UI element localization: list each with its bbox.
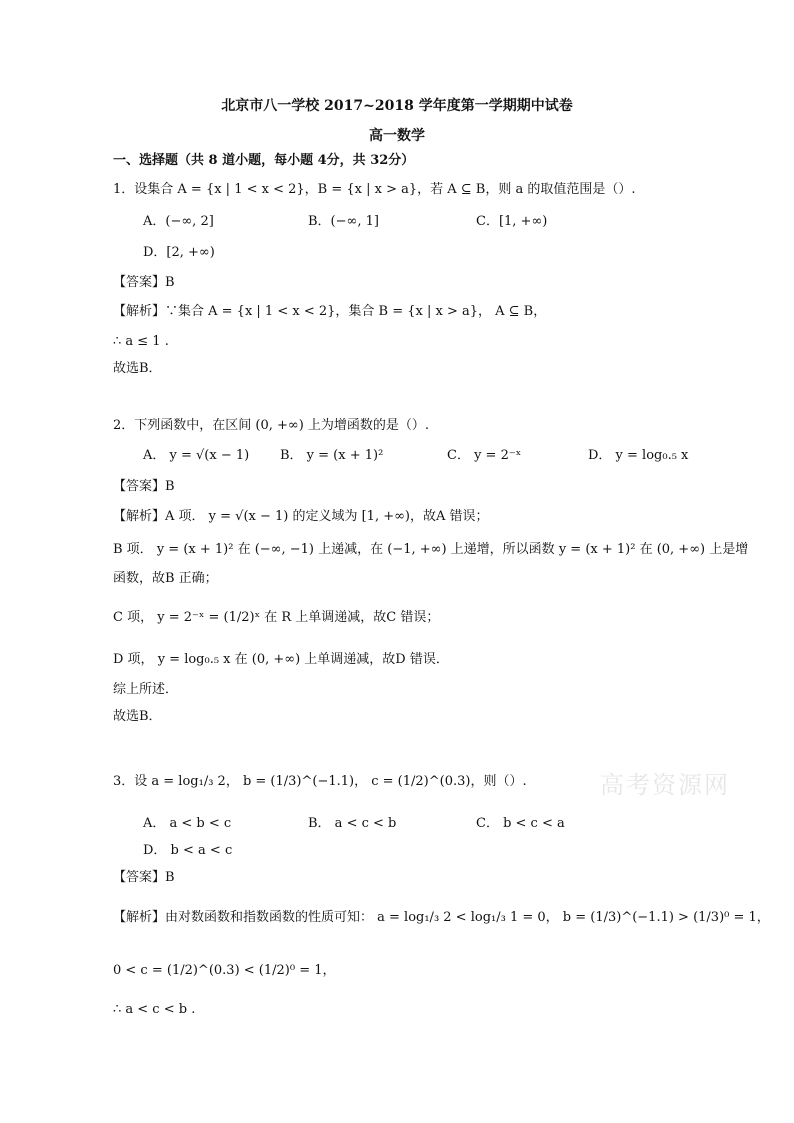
question-1-option-c: C．[1, +∞) <box>476 214 548 229</box>
question-1-answer: 【答案】B <box>113 275 175 290</box>
question-2-stem: 2．下列函数中，在区间 (0, +∞) 上为增函数的是（）. <box>113 418 430 433</box>
question-1-stem: 1．设集合 A = {x | 1 < x < 2}，B = {x | x > a}，若 A ⊆ B，则 a 的取值范围是（）. <box>113 182 636 197</box>
question-2-analysis: 【解析】A 项． y = √(x − 1) 的定义域为 [1, +∞)，故A 错误； <box>113 509 489 524</box>
question-3-option-b: B． a < c < b <box>308 816 397 831</box>
question-2-analysis: 故选B． <box>113 709 162 724</box>
watermark: 高考资源网 <box>600 771 730 799</box>
question-2-option-c: C． y = 2⁻ˣ <box>447 448 522 463</box>
question-3-analysis: 0 < c = (1/2)^(0.3) < (1/2)⁰ = 1， <box>113 963 336 978</box>
section-heading: 一、选择题（共 8 道小题，每小题 4分，共 32分） <box>113 153 415 168</box>
question-2-answer: 【答案】B <box>113 479 175 494</box>
question-3-analysis: ∴ a < c < b . <box>113 1002 196 1017</box>
question-1-analysis: 【解析】∵集合 A = {x | 1 < x < 2}，集合 B = {x | x > a}， A ⊆ B， <box>113 304 547 319</box>
question-2-option-b: B． y = (x + 1)² <box>280 448 384 463</box>
question-1-analysis: 故选B． <box>113 361 162 376</box>
question-1-option-b: B．(−∞, 1] <box>308 214 379 229</box>
question-2-analysis: B 项． y = (x + 1)² 在 (−∞, −1) 上递减，在 (−1, +∞) 上递增，所以函数 y = (x + 1)² 在 (0, +∞) 上是增 <box>113 542 749 557</box>
question-3-analysis: 【解析】由对数函数和指数函数的性质可知： a = log₁/₃ 2 < log₁/₃ 1 = 0， b = (1/3)^(−1.1) > (1/3)⁰ = 1， <box>113 910 770 925</box>
question-2-option-d: D． y = log₀.₅ x <box>588 448 689 463</box>
question-1-option-a: A．(−∞, 2] <box>143 214 214 229</box>
question-3-stem: 3．设 a = log₁/₃ 2， b = (1/3)^(−1.1)， c = (1/2)^(0.3)，则（）. <box>113 774 527 789</box>
question-2-analysis: 函数，故B 正确； <box>113 571 218 586</box>
question-3-option-c: C． b < c < a <box>476 816 565 831</box>
question-2-option-a: A． y = √(x − 1) <box>143 448 250 463</box>
question-3-option-a: A． a < b < c <box>143 816 232 831</box>
question-1-option-d: D．[2, +∞) <box>143 245 215 260</box>
question-1-analysis: ∴ a ≤ 1 . <box>113 334 169 349</box>
question-2-analysis: D 项， y = log₀.₅ x 在 (0, +∞) 上单调递减，故D 错误． <box>113 652 449 667</box>
document-title: 北京市八一学校 2017~2018 学年度第一学期期中试卷 <box>221 98 573 114</box>
question-3-option-d: D． b < a < c <box>143 843 233 858</box>
question-3-answer: 【答案】B <box>113 870 175 885</box>
question-2-analysis: C 项， y = 2⁻ˣ = (1/2)ˣ 在 R 上单调递减，故C 错误； <box>113 610 440 625</box>
question-2-analysis: 综上所述． <box>113 682 179 697</box>
document-subtitle: 高一数学 <box>369 128 425 144</box>
